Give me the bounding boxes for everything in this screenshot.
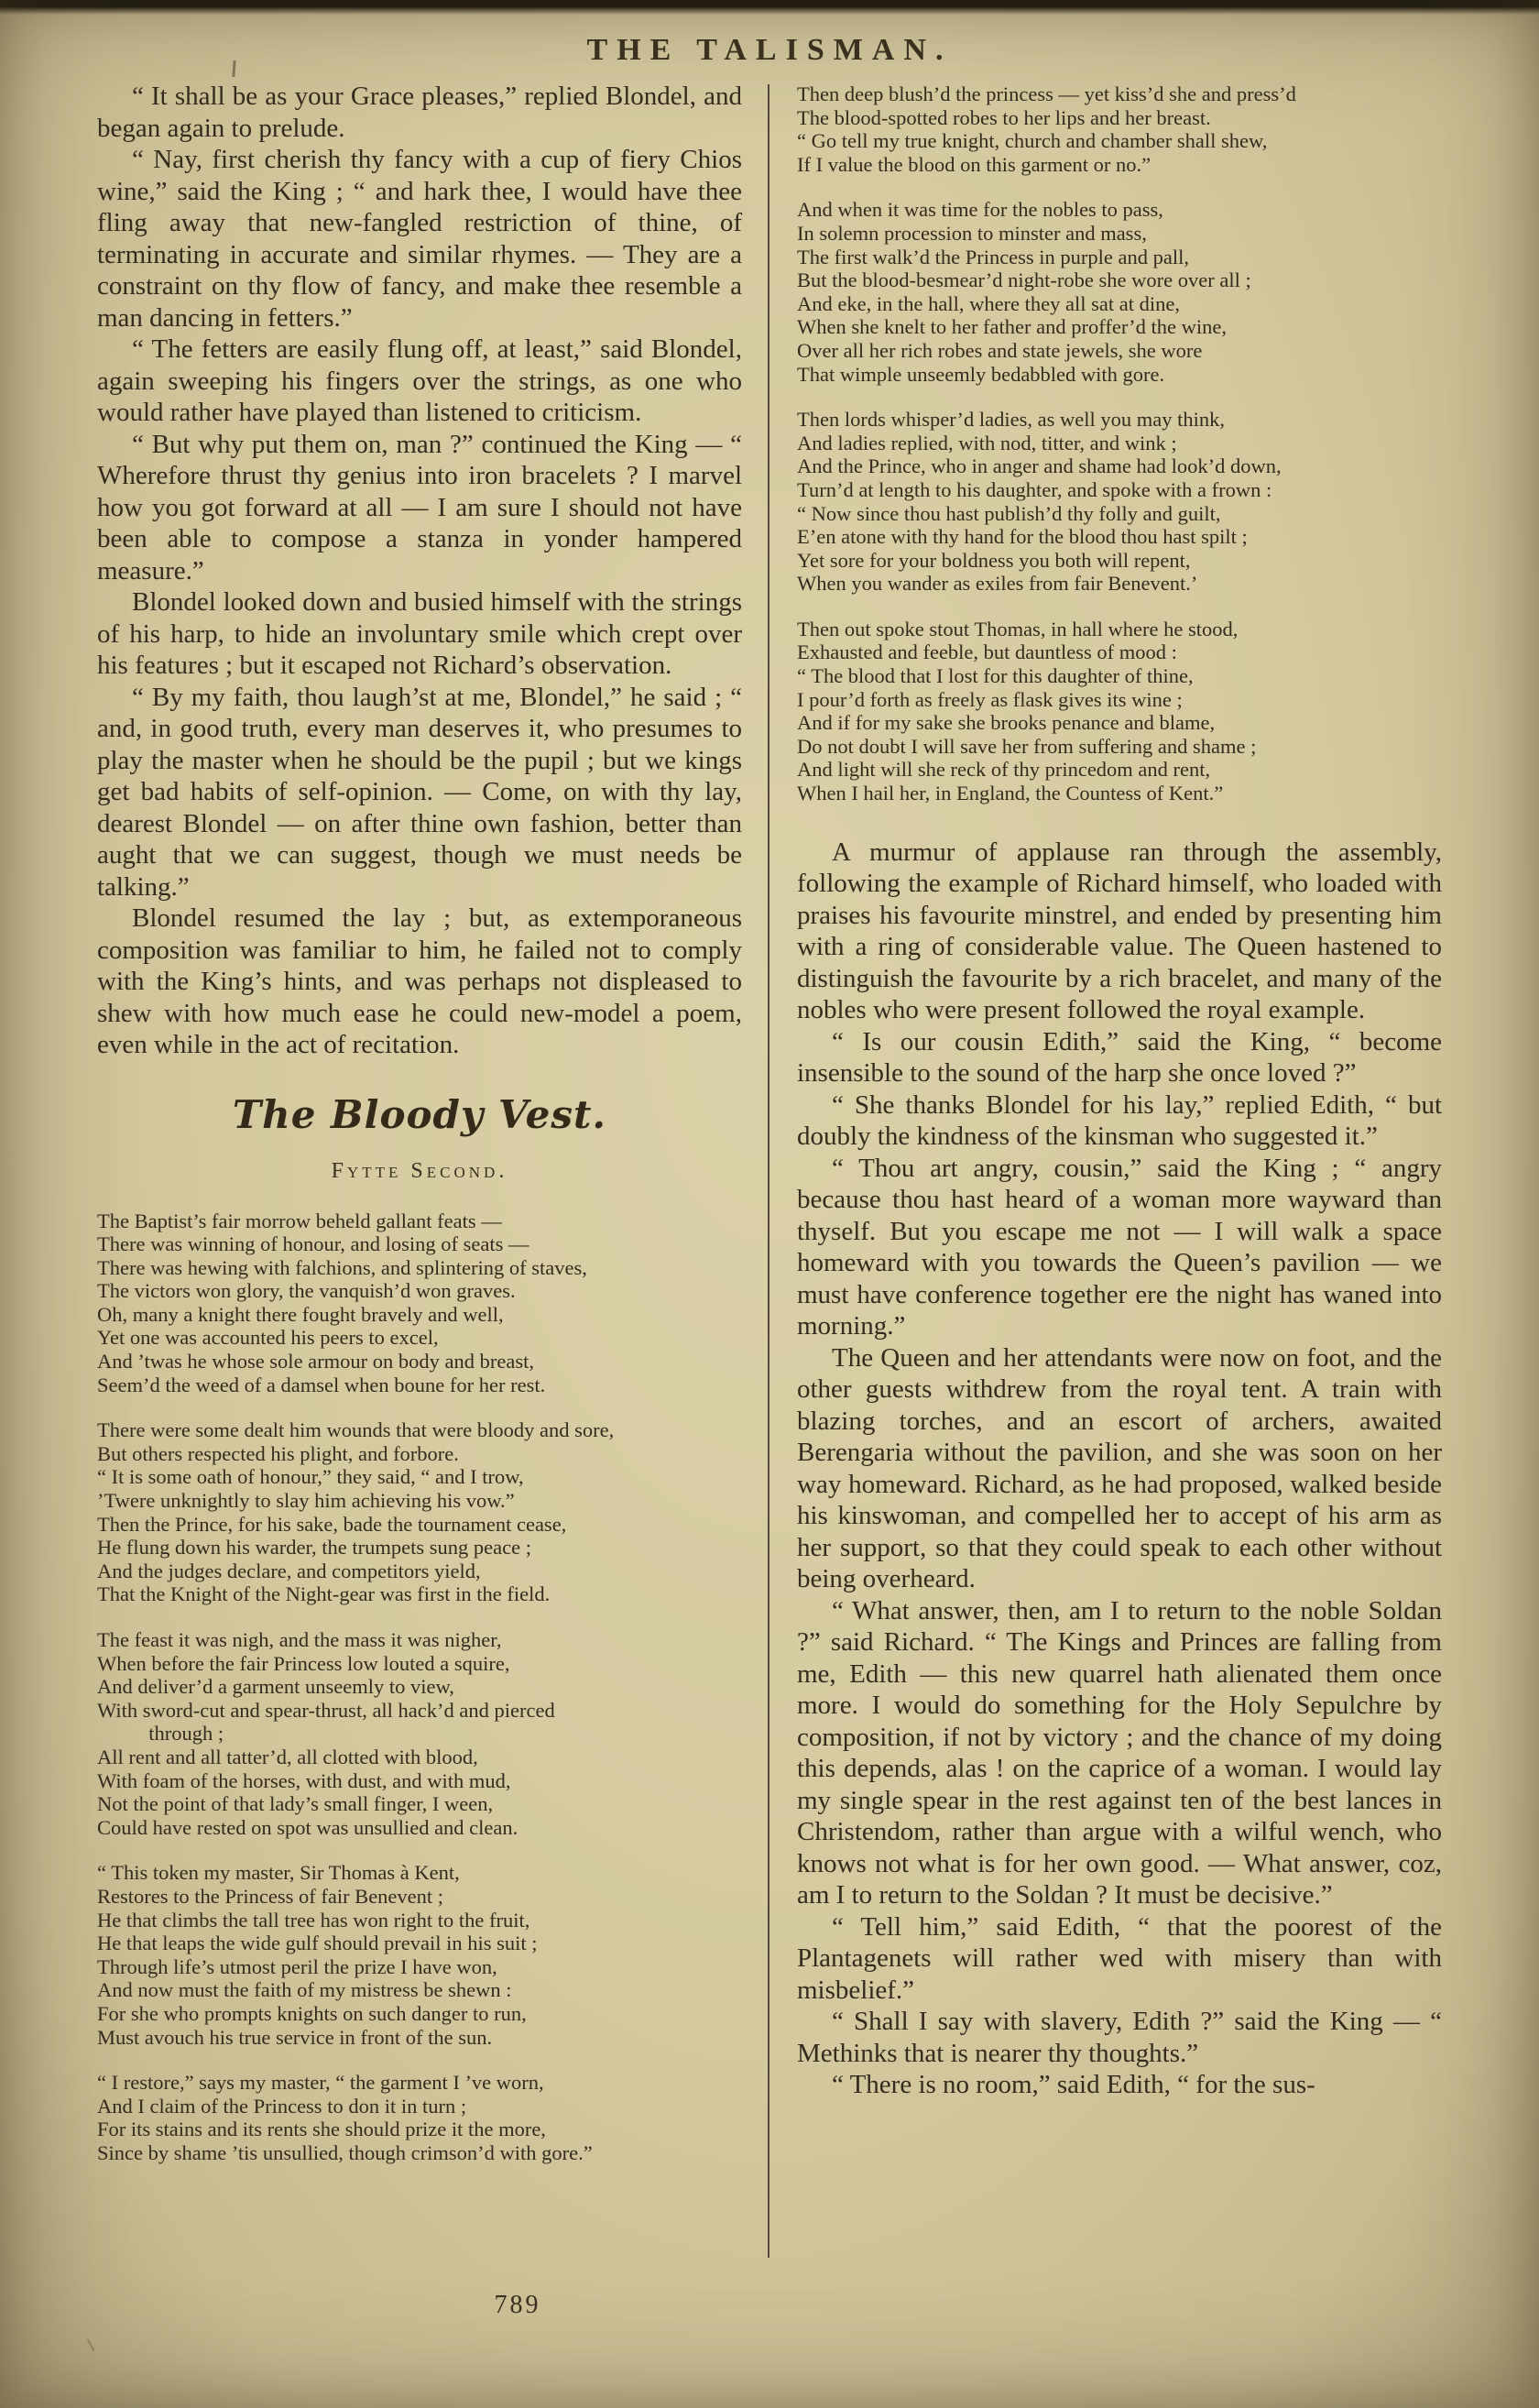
verse-line: Yet sore for your boldness you both will repent, — [797, 548, 1191, 572]
verse-line: Over all her rich robes and state jewels, she wore — [797, 338, 1203, 362]
paragraph: “ The fetters are easily flung off, at least,” said Blondel, again sweeping his fingers over the strings, as one who would rather have played than listened to criticism. — [97, 334, 742, 427]
verse-line: And the judges declare, and competitors yield, — [97, 1559, 481, 1582]
paragraph: “ Shall I say with slavery, Edith ?” said the King — “ Methinks that is nearer thy thoughts.” — [797, 2007, 1442, 2068]
paragraph: The Queen and her attendants were now on foot, and the other guests withdrew from the royal tent. A train with blazing torches, and an escort of archers, awaited Berengaria without the pavilion, and she was soon on her way homeward. Richard, as he had proposed, walked beside his kinswoman, and compelled her to accept of his arm as her support, so that they could speak to each other without being overheard. — [797, 1342, 1442, 1594]
paragraph: Blondel resumed the lay ; but, as extemporaneous composition was familiar to him, he failed not to comply with the King’s hints, and was perhaps not displeased to shew with how much ease he could new-model a poem, even while in the act of recitation. — [97, 903, 742, 1059]
verse-line: I pour’d forth as freely as flask gives its wine ; — [797, 687, 1183, 711]
verse-line: Then out spoke stout Thomas, in hall where he stood, — [797, 617, 1239, 640]
stanza — [97, 1209, 742, 1397]
verse-line: The Baptist’s fair morrow beheld gallant feats — — [97, 1209, 502, 1232]
verse-line: When I hail her, in England, the Countess of Kent.” — [797, 782, 1224, 805]
verse-line: Could have rested on spot was unsullied and clean. — [97, 1815, 518, 1839]
verse-line: The victors won glory, the vanquish’d won graves. — [97, 1279, 516, 1303]
paragraph: “ There is no room,” said Edith, “ for the sus- — [832, 2070, 1315, 2100]
verse-line: Turn’d at length to his daughter, and spoke with a frown : — [797, 477, 1272, 501]
stanza — [797, 618, 1442, 805]
column-left — [97, 81, 768, 2258]
verse-line: He flung down his warder, the trumpets sung peace ; — [97, 1536, 531, 1560]
verse-line: And now must the faith of my mistress be shewn : — [97, 1978, 512, 2002]
paragraph: “ But why put them on, man ?” continued the King — “ Wherefore thrust thy genius into iron bracelets ? I marvel how you got forward at all — I am sure I should not have been able to compose a stanza in yonder hampered measure.” — [97, 429, 742, 586]
paragraph: “ It shall be as your Grace pleases,” replied Blondel, and began again to prelude. — [97, 82, 742, 143]
verse-line: There was hewing with falchions, and splintering of staves, — [97, 1255, 587, 1279]
stanza — [797, 198, 1442, 386]
verse-line: Not the point of that lady’s small finger, I ween, — [97, 1792, 494, 1816]
verse-line: For its stains and its rents she should prize it the more, — [97, 2118, 546, 2141]
verse-line: Then the Prince, for his sake, bade the tournament cease, — [97, 1512, 567, 1536]
verse-line: And I claim of the Princess to don it in turn ; — [97, 2094, 467, 2118]
verse-line: That the Knight of the Night-gear was first in the field. — [97, 1582, 551, 1606]
verse-line: And deliver’d a garment unseemly to view, — [97, 1675, 454, 1699]
verse-line: “ Go tell my true knight, church and chamber shall shew, — [797, 129, 1268, 153]
verse-line: ’Twere unknightly to slay him achieving his vow.” — [97, 1489, 515, 1513]
paragraph: “ Tell him,” said Edith, “ that the poorest of the Plantagenets will rather wed with misery than with misbelief.” — [797, 1911, 1442, 2005]
stanza — [797, 408, 1442, 596]
page-number: 789 — [494, 2291, 541, 2319]
verse-line: Since by shame ’tis unsullied, though crimson’d with gore.” — [97, 2140, 593, 2164]
scan-artifact — [87, 2338, 94, 2350]
verse-line: With foam of the horses, with dust, and with mud, — [97, 1768, 511, 1792]
text-columns — [0, 81, 1539, 2258]
verse-line: In solemn procession to minster and mass, — [797, 221, 1147, 245]
left-verse — [97, 1209, 742, 2165]
scan-artifact — [232, 60, 235, 77]
verse-line: The feast it was nigh, and the mass it was nigher, — [97, 1628, 502, 1651]
poem-title: The Bloody Vest. — [232, 1091, 607, 1137]
paragraph: “ Thou art angry, cousin,” said the King ; “ angry because thou hast heard of a woman more wayward than thyself. But you escape me not — I will walk a space homeward with you towards the Queen’s pavilion — we must have conference together ere the night has waned into morning.” — [797, 1153, 1442, 1341]
verse-line: But others respected his plight, and forbore. — [97, 1441, 459, 1465]
verse-line: Exhausted and feeble, but dauntless of mood : — [797, 640, 1177, 664]
running-header — [0, 0, 1539, 68]
verse-line: If I value the blood on this garment or no.” — [797, 152, 1152, 176]
verse-line: And ladies replied, with nod, titter, and wink ; — [797, 431, 1177, 454]
stanza — [97, 1861, 742, 2049]
paragraph: “ She thanks Blondel for his lay,” replied Edith, “ but doubly the kindness of the kinsman who suggested it.” — [797, 1089, 1442, 1152]
verse-line: He that leaps the wide gulf should prevail in his suit ; — [97, 1932, 538, 1955]
verse-line: All rent and all tatter’d, all clotted with blood, — [97, 1745, 478, 1768]
verse-line: Then lords whisper’d ladies, as well you may think, — [797, 408, 1225, 432]
paragraph: “ By my faith, thou laugh’st at me, Blondel,” he said ; “ and, in good truth, every man deserves it, who presumes to play the master when he should be the pupil ; but we kings get bad habits of self-opinion. — Come, on with thy lay, dearest Blondel — on after thine own fashion, better than aught that we can suggest, though we must needs be talking.” — [97, 682, 742, 902]
verse-line: There was winning of honour, and losing of seats — — [97, 1232, 529, 1256]
paragraph: A murmur of applause ran through the assembly, following the example of Richard himself, who loaded with praises his favourite minstrel, and ended by presenting him with a ring of considerable value. The Queen hastened to distinguish the favourite by a rich bracelet, and many of the nobles who were present followed the royal example. — [797, 837, 1442, 1025]
verse-line: When before the fair Princess low louted a squire, — [97, 1651, 510, 1675]
verse-line: That wimple unseemly bedabbled with gore. — [797, 362, 1165, 386]
verse-line: Through life’s utmost peril the prize I have won, — [97, 1954, 497, 1978]
right-verse — [797, 82, 1442, 805]
verse-line: Must avouch his true service in front of the sun. — [97, 2025, 493, 2049]
verse-line: The first walk’d the Princess in purple and pall, — [797, 245, 1190, 268]
verse-line: “ The blood that I lost for this daughter of thine, — [797, 664, 1194, 688]
verse-line: And if for my sake she brooks penance and blame, — [797, 711, 1216, 735]
verse-line: Restores to the Princess of fair Benevent ; — [97, 1884, 444, 1908]
verse-line: When she knelt to her father and proffer’d the wine, — [797, 315, 1227, 339]
verse-line: through ; — [97, 1722, 224, 1746]
verse-line: Do not doubt I will save her from suffering and shame ; — [797, 734, 1257, 758]
verse-line: He that climbs the tall tree has won right to the fruit, — [97, 1908, 530, 1932]
verse-line: And the Prince, who in anger and shame had look’d down, — [797, 454, 1282, 478]
verse-line: And eke, in the hall, where they all sat at dine, — [797, 291, 1180, 315]
verse-line: And light will she reck of thy princedom and rent, — [797, 758, 1211, 782]
poem-heading — [97, 1092, 742, 1184]
verse-line: “ Now since thou hast publish’d thy folly and guilt, — [797, 501, 1221, 525]
verse-line: Seem’d the weed of a damsel when boune for her rest. — [97, 1373, 546, 1396]
stanza — [97, 2071, 742, 2164]
verse-line: And when it was time for the nobles to pass, — [797, 198, 1163, 222]
stanza — [97, 1628, 742, 1839]
verse-line: E’en atone with thy hand for the blood thou hast spilt ; — [797, 525, 1248, 549]
stanza — [797, 82, 1442, 176]
verse-line: But the blood-besmear’d night-robe she wore over all ; — [797, 268, 1251, 292]
verse-line: The blood-spotted robes to her lips and her breast. — [797, 105, 1211, 129]
left-prose — [97, 81, 742, 1061]
verse-line: Then deep blush’d the princess — yet kiss’d she and press’d — [797, 82, 1296, 105]
paragraph: Blondel looked down and busied himself with the strings of his harp, to hide an involuntary smile which crept over his features ; but it escaped not Richard’s observation. — [97, 587, 742, 680]
paragraph: “ Nay, first cherish thy fancy with a cup of fiery Chios wine,” said the King ; “ and hark thee, I would have thee fling away that new-fangled restriction of thine, of terminating in accurate and similar rhymes. — They are a constraint on thy flow of fancy, and make thee resemble a man dancing in fetters.” — [97, 145, 742, 333]
verse-line: When you wander as exiles from fair Benevent.’ — [797, 572, 1198, 596]
poem-subtitle: Fytte Second. — [331, 1158, 508, 1183]
paragraph: “ What answer, then, am I to return to the noble Soldan ?” said Richard. “ The Kings and Princes are falling from me, Edith — this new quarrel hath alienated them once more. I would do something for the Holy Sepulchre by composition, if not by victory ; and the chance of my doing this depends, alas ! on the caprice of a woman. I would lay my single spear in the rest against ten of the best lances in Christendom, rather than argue with a wilful wench, who knows not what is for her own good. — What answer, coz, am I to return to the Soldan ? It must be decisive.” — [797, 1595, 1442, 1910]
verse-line: There were some dealt him wounds that were bloody and sore, — [97, 1418, 615, 1442]
verse-line: “ It is some oath of honour,” they said, “ and I trow, — [97, 1465, 524, 1489]
verse-line: “ I restore,” says my master, “ the garment I ’ve worn, — [97, 2071, 544, 2095]
page-title: THE TALISMAN. — [586, 33, 953, 67]
verse-line: “ This token my master, Sir Thomas à Kent, — [97, 1861, 460, 1885]
verse-line: With sword-cut and spear-thrust, all hack’d and pierced — [97, 1698, 555, 1722]
right-prose — [797, 837, 1442, 2101]
verse-line: Oh, many a knight there fought bravely and well, — [97, 1302, 504, 1326]
column-right — [770, 81, 1442, 2258]
verse-line: And ’twas he whose sole armour on body and breast, — [97, 1350, 534, 1374]
paragraph: “ Is our cousin Edith,” said the King, “ become insensible to the sound of the harp she once loved ?” — [797, 1026, 1442, 1089]
verse-line: For she who prompts knights on such danger to run, — [97, 2001, 527, 2025]
verse-line: Yet one was accounted his peers to excel, — [97, 1326, 439, 1350]
stanza — [97, 1418, 742, 1606]
